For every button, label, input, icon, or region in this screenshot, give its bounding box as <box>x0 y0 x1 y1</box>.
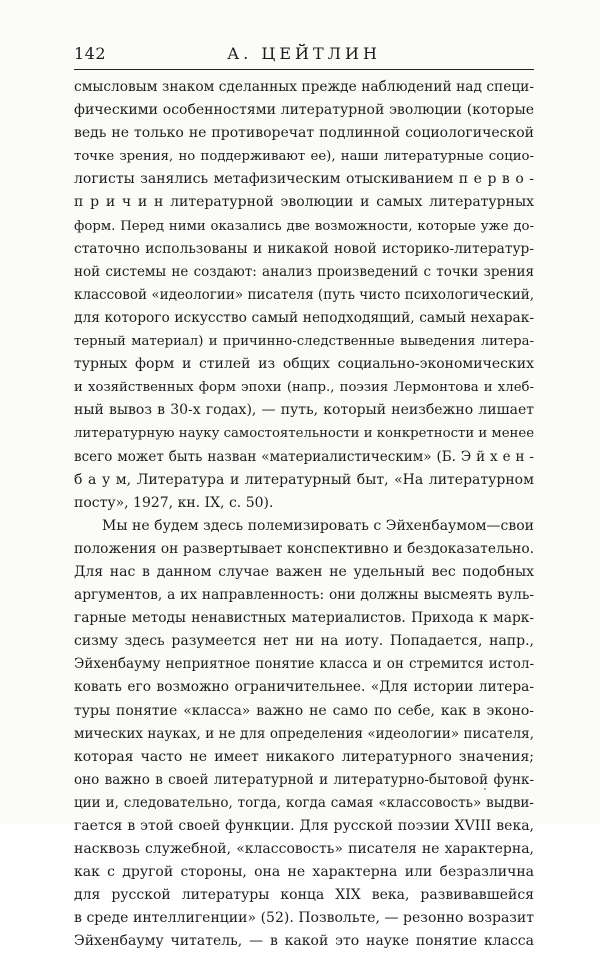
text-line: в среде интеллигенции» (52). Позвольте, — резонно возразит <box>74 910 534 927</box>
text-line-paragraph-start: Мы не будем здесь полемизировать с Эйхенбаумом—свои <box>102 517 534 534</box>
text-line: и хозяйственных форм эпохи (напр., поэзия Лермонтова и хлеб- <box>74 380 534 396</box>
text-line: форм. Перед ними оказались две возможности, которые уже до- <box>74 218 534 234</box>
text-line: аргументов, а их направленность: они должны высмеять вуль- <box>74 587 534 604</box>
text-line: терный материал) и причинно-следственные выведения литера- <box>74 334 534 350</box>
text-line: классовой «идеологии» писателя (путь чисто психологический, <box>74 286 534 303</box>
text-line: турных форм и стилей из общих социально-экономических <box>74 356 534 373</box>
text-line: статочно использованы и никакой новой историко-литератур- <box>74 240 534 257</box>
text-line: точке зрения, но поддерживают ее), наши литературные социо- <box>74 149 534 165</box>
text-line: логисты занялись метафизическим отыскиванием п е р в о - <box>74 171 534 188</box>
text-line: оно важно в своей литературной и литературно-бытовой функ- <box>74 771 534 788</box>
text-line: всего может быть назван «материалистическим» (Б. Э й х е н - <box>74 448 534 465</box>
text-line: ный вывоз в 30-х годах), — путь, который неизбежно лишает <box>74 402 534 419</box>
text-line-paragraph-end: посту», 1927, кн. IX, с. 50). <box>74 494 274 511</box>
text-line: ной системы не создают: анализ произведений с точки зрения <box>74 263 534 280</box>
page-number: 142 <box>74 44 107 63</box>
text-line: туры понятие «класса» важно не само по себе, как в эконо- <box>74 702 534 719</box>
text-line: смысловым знаком сделанных прежде наблюдений над специ- <box>74 79 534 95</box>
header-rule <box>74 69 534 70</box>
text-line: как с другой стороны, она не характерна или безразлична <box>74 864 534 881</box>
text-line: гарные методы ненавистных материалистов. Прихода к марк- <box>74 610 534 627</box>
text-line: ковать его возможно ограничительнее. «Для истории литера- <box>74 679 534 696</box>
running-title: А. ЦЕЙТЛИН <box>227 44 381 63</box>
text-line: п р и ч и н литературной эволюции и самых литературных <box>74 194 534 211</box>
text-line: Для нас в данном случае важен не удельный вес подобных <box>74 563 534 580</box>
body-text <box>74 76 534 954</box>
text-line: насквозь служебной, «классовость» писателя не характерна, <box>74 841 534 858</box>
text-line: Эйхенбауму читатель, — в какой это науке понятие класса <box>74 933 534 950</box>
text-line: б а у м, Литература и литературный быт, «На литературном <box>74 471 534 488</box>
text-line: сизму здесь разумеется нет ни на иоту. Попадается, напр., <box>74 633 534 650</box>
print-speck <box>484 788 486 790</box>
text-line: ведь не только не противоречат подлинной социологической <box>74 125 534 142</box>
text-line: ции и, следовательно, тогда, когда самая «классовость» выдви- <box>74 794 534 811</box>
text-line: Эйхенбауму неприятное понятие класса и он стремится истол- <box>74 656 534 673</box>
text-line: мических науках, и не для определения «идеологии» писателя, <box>74 725 534 742</box>
text-line: гается в этой своей функции. Для русской поэзии XVIII века, <box>74 818 534 834</box>
text-line: которая часто не имеет никакого литературного значения; <box>74 748 534 765</box>
text-line: фическими особенностями литературной эволюции (которые <box>74 102 534 119</box>
text-line: для которого искусство самый неподходящий, самый нехарак- <box>74 309 534 326</box>
running-head <box>74 44 534 68</box>
text-line: для русской литературы конца XIX века, развивавшейся <box>74 887 534 904</box>
text-line: положения он развертывает конспективно и бездоказательно. <box>74 540 534 557</box>
text-line: литературную науку самостоятельности и конкретности и менее <box>74 426 534 442</box>
